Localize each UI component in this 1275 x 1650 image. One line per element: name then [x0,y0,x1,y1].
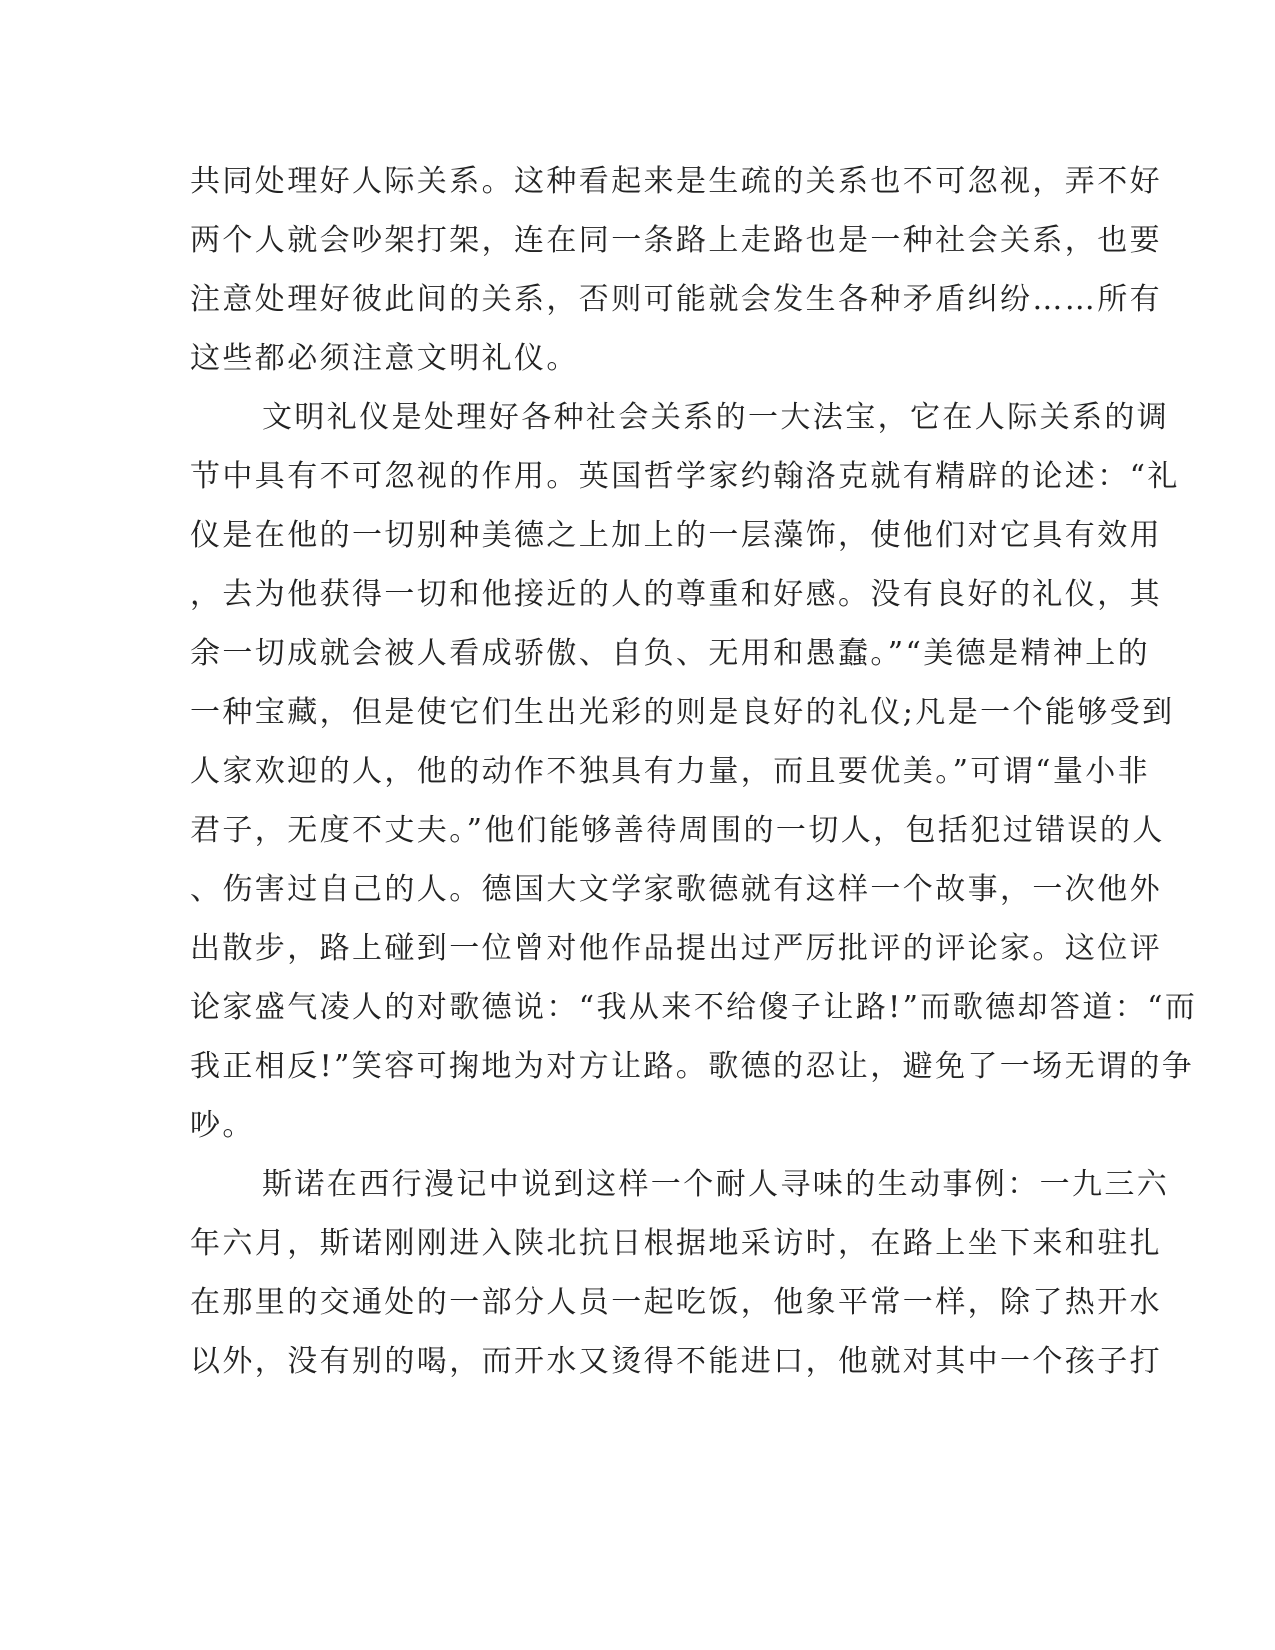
text-line: 出散步，路上碰到一位曾对他作品提出过严厉批评的评论家。这位评 [190,931,1162,966]
text-line: 注意处理好彼此间的关系，否则可能就会发生各种矛盾纠纷……所有 [190,282,1162,317]
text-line: 以外，没有别的喝，而开水又烫得不能进口，他就对其中一个孩子打 [190,1344,1162,1379]
text-line: 吵。 [190,1108,255,1143]
text-line: ，去为他获得一切和他接近的人的尊重和好感。没有良好的礼仪，其 [190,577,1162,612]
text-line: 、伤害过自己的人。德国大文学家歌德就有这样一个故事，一次他外 [190,872,1162,907]
text-line: 年六月，斯诺刚刚进入陕北抗日根据地采访时，在路上坐下来和驻扎 [190,1226,1162,1261]
text-line: 君子，无度不丈夫。”他们能够善待周围的一切人，包括犯过错误的人 [190,813,1165,848]
text-line: 仪是在他的一切别种美德之上加上的一层藻饰，使他们对它具有效用 [190,518,1162,553]
text-line: 一种宝藏，但是使它们生出光彩的则是良好的礼仪;凡是一个能够受到 [190,695,1175,730]
text-line: 两个人就会吵架打架，连在同一条路上走路也是一种社会关系，也要 [190,223,1162,258]
text-line: 人家欢迎的人，他的动作不独具有力量，而且要优美。”可谓“量小非 [190,754,1151,789]
text-line: 这些都必须注意文明礼仪。 [190,341,579,376]
text-line: 余一切成就会被人看成骄傲、自负、无用和愚蠢。”“美德是精神上的 [190,636,1151,671]
text-line: 共同处理好人际关系。这种看起来是生疏的关系也不可忽视，弄不好 [190,164,1162,199]
text-line: 节中具有不可忽视的作用。英国哲学家约翰洛克就有精辟的论述：“礼 [190,459,1180,494]
paragraph-first-line: 文明礼仪是处理好各种社会关系的一大法宝，它在人际关系的调 [262,400,1170,435]
paragraph-first-line: 斯诺在西行漫记中说到这样一个耐人寻味的生动事例：一九三六 [262,1167,1170,1202]
text-line: 论家盛气凌人的对歌德说：“我从来不给傻子让路!”而歌德却答道：“而 [190,990,1198,1025]
text-line: 在那里的交通处的一部分人员一起吃饭，他象平常一样，除了热开水 [190,1285,1162,1320]
text-line: 我正相反!”笑容可掬地为对方让路。歌德的忍让，避免了一场无谓的争 [190,1049,1195,1084]
